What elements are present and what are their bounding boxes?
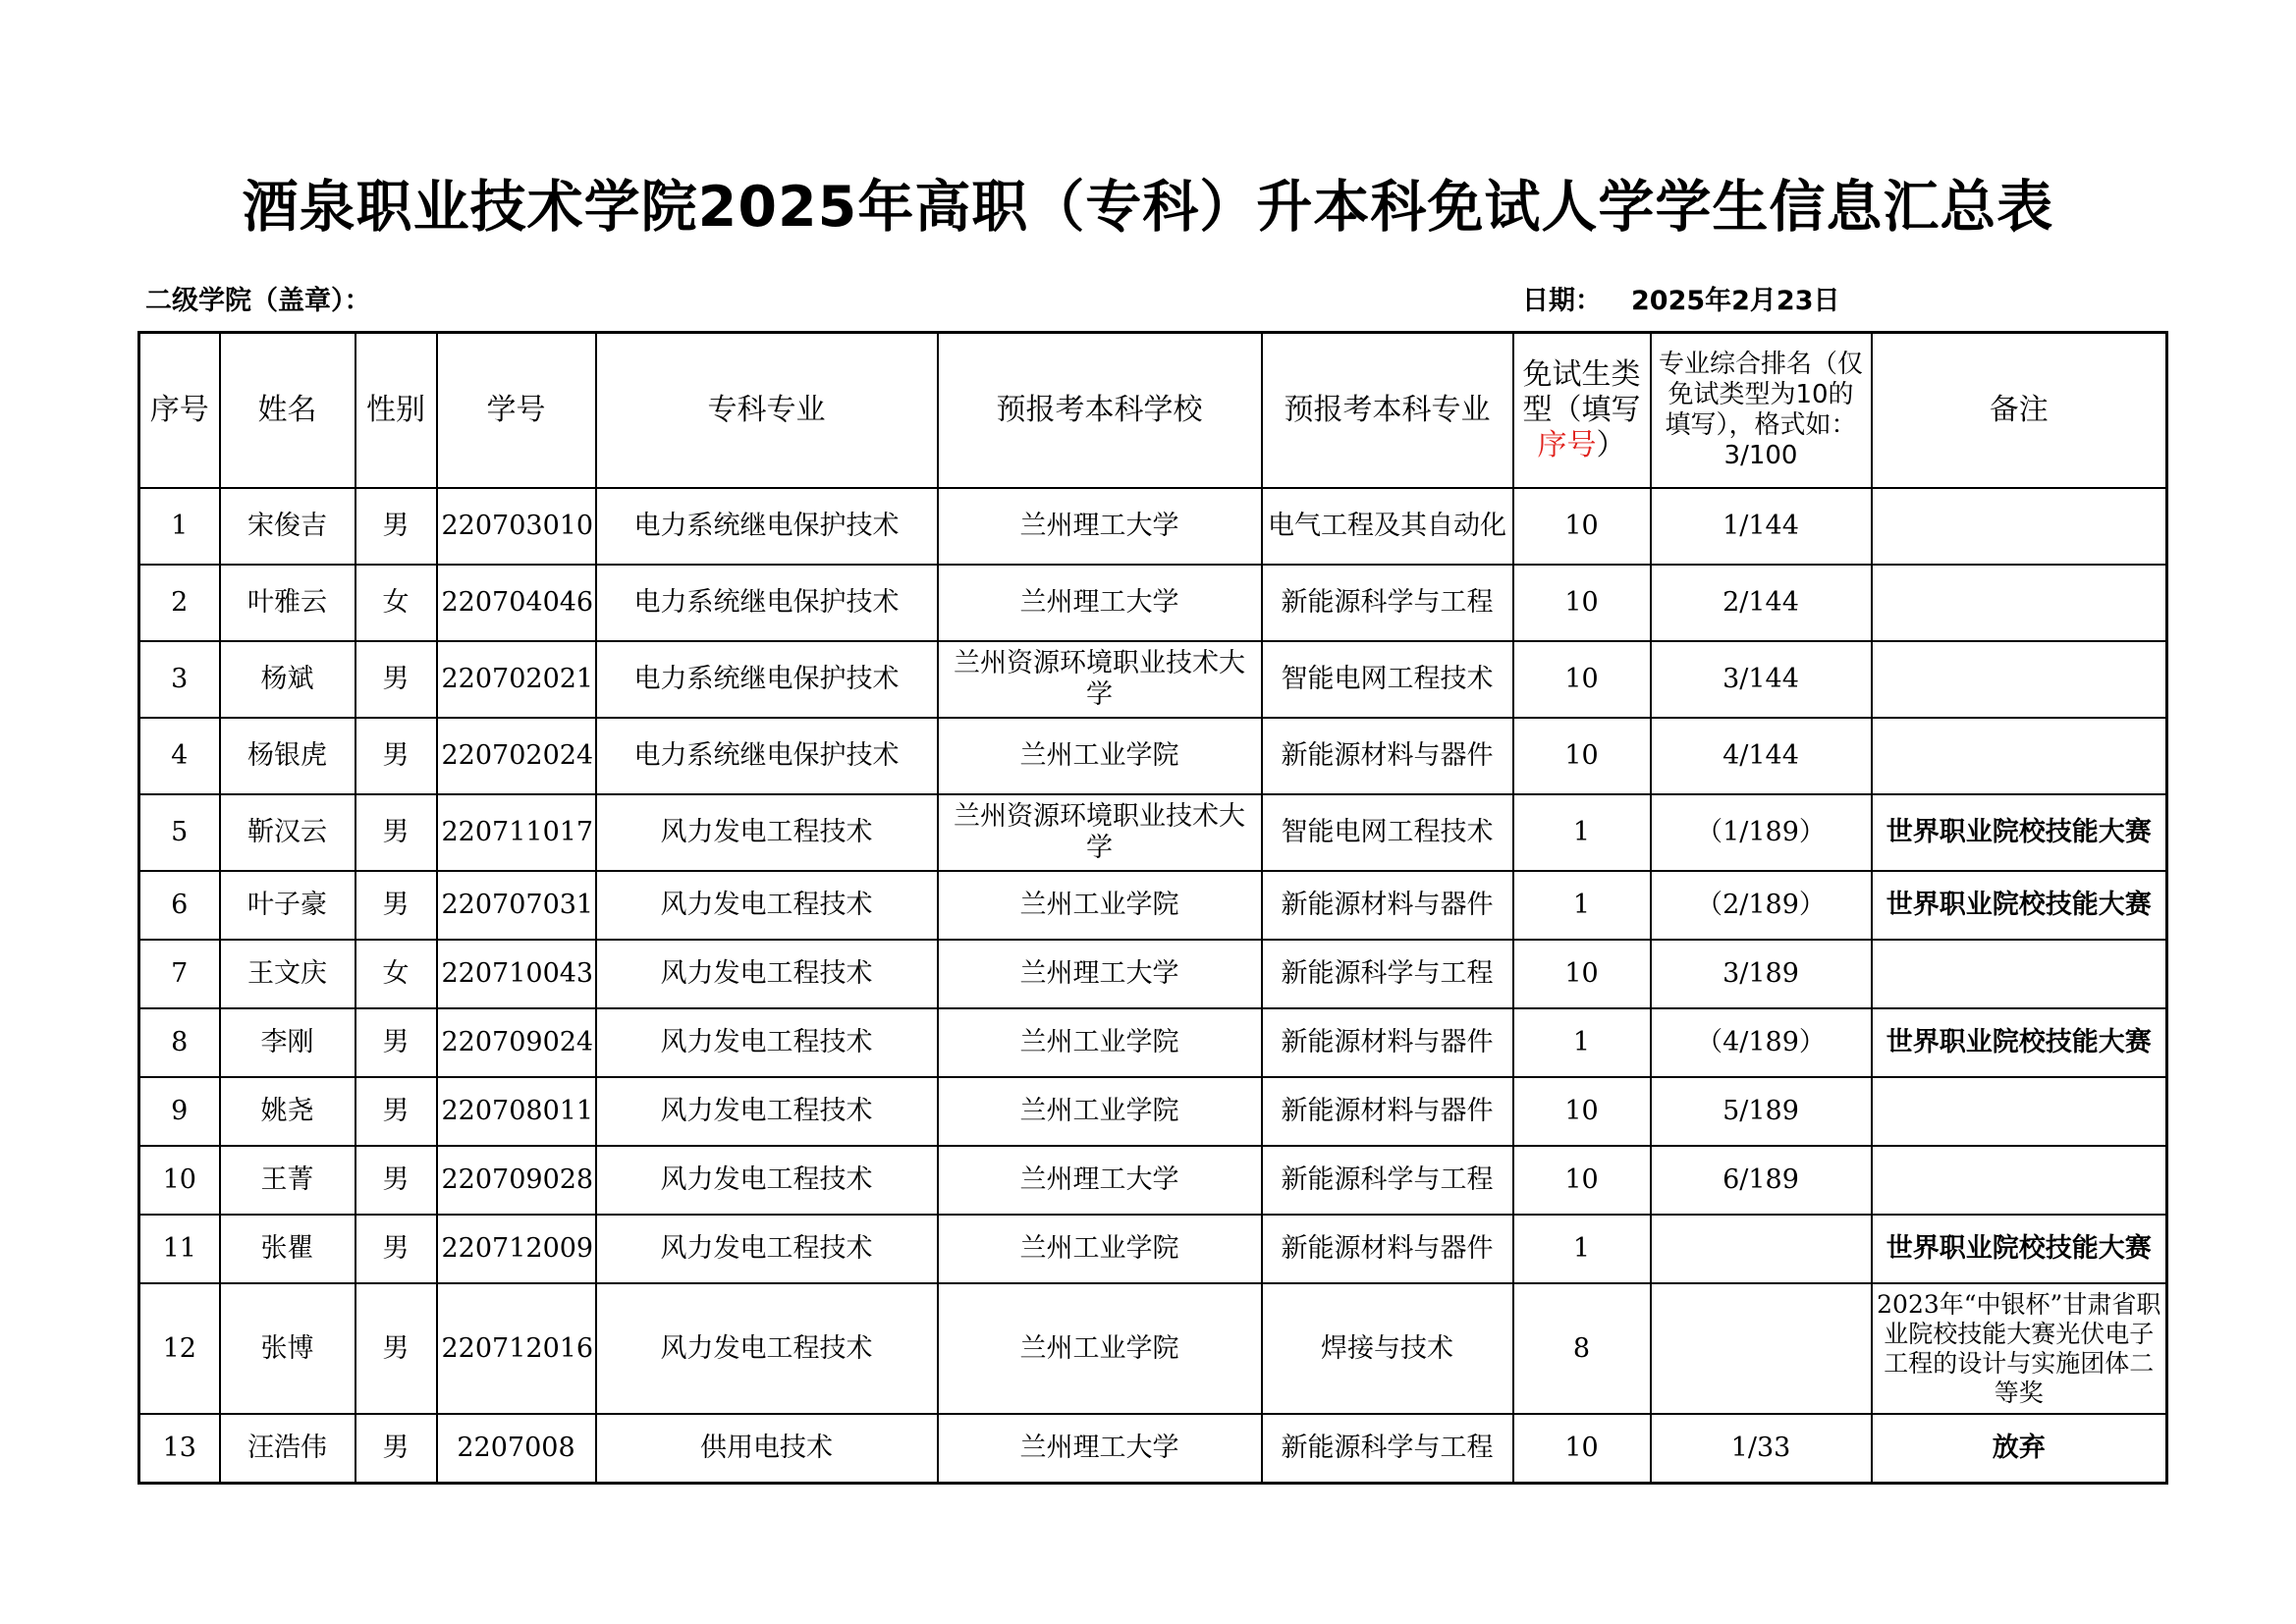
- cell-school: 兰州工业学院: [938, 718, 1262, 794]
- cell-remark: [1872, 565, 2167, 641]
- cell-student-id: 220712016: [437, 1283, 596, 1414]
- cell-remark: 2023年“中银杯”甘肃省职业院校技能大赛光伏电子工程的设计与实施团体二等奖: [1872, 1283, 2167, 1414]
- cell-gender: 男: [355, 1215, 437, 1283]
- table-row: [139, 1215, 2167, 1283]
- cell-target-major: 新能源科学与工程: [1262, 565, 1513, 641]
- header-rank: 专业综合排名（仅免试类型为10的填写），格式如：3/100: [1651, 333, 1872, 489]
- table-header-row: [139, 333, 2167, 489]
- cell-rank: 1/33: [1651, 1414, 1872, 1484]
- cell-remark: 世界职业院校技能大赛: [1872, 871, 2167, 940]
- cell-remark: [1872, 641, 2167, 718]
- cell-school: 兰州理工大学: [938, 565, 1262, 641]
- cell-rank: 1/144: [1651, 488, 1872, 565]
- table-row: [139, 794, 2167, 871]
- cell-type: 10: [1513, 1414, 1651, 1484]
- cell-major: 风力发电工程技术: [596, 1283, 938, 1414]
- cell-target-major: 新能源材料与器件: [1262, 718, 1513, 794]
- cell-remark: 世界职业院校技能大赛: [1872, 794, 2167, 871]
- cell-school: 兰州理工大学: [938, 488, 1262, 565]
- cell-student-id: 2207008: [437, 1414, 596, 1484]
- cell-school: 兰州工业学院: [938, 1215, 1262, 1283]
- cell-major: 电力系统继电保护技术: [596, 641, 938, 718]
- header-gender: 性别: [355, 333, 437, 489]
- cell-student-id: 220710043: [437, 940, 596, 1008]
- cell-school: 兰州理工大学: [938, 1414, 1262, 1484]
- cell-school: 兰州工业学院: [938, 1283, 1262, 1414]
- cell-gender: 男: [355, 871, 437, 940]
- cell-school: 兰州工业学院: [938, 1008, 1262, 1077]
- cell-student-id: 220704046: [437, 565, 596, 641]
- header-student-id: 学号: [437, 333, 596, 489]
- header-name: 姓名: [220, 333, 355, 489]
- cell-target-major: 焊接与技术: [1262, 1283, 1513, 1414]
- table-row: [139, 1414, 2167, 1484]
- cell-school: 兰州资源环境职业技术大学: [938, 794, 1262, 871]
- cell-student-id: 220712009: [437, 1215, 596, 1283]
- cell-rank: 3/189: [1651, 940, 1872, 1008]
- cell-target-major: 新能源科学与工程: [1262, 1414, 1513, 1484]
- cell-rank: [1651, 1215, 1872, 1283]
- cell-type: 10: [1513, 718, 1651, 794]
- table-row: [139, 565, 2167, 641]
- cell-school: 兰州理工大学: [938, 940, 1262, 1008]
- cell-major: 电力系统继电保护技术: [596, 488, 938, 565]
- table-row: [139, 488, 2167, 565]
- table-row: [139, 1008, 2167, 1077]
- cell-target-major: 新能源材料与器件: [1262, 871, 1513, 940]
- cell-gender: 男: [355, 794, 437, 871]
- cell-major: 风力发电工程技术: [596, 940, 938, 1008]
- cell-type: 10: [1513, 565, 1651, 641]
- header-exempt-type-close: ）: [1596, 428, 1626, 462]
- cell-student-id: 220708011: [437, 1077, 596, 1146]
- cell-seq: 4: [139, 718, 220, 794]
- cell-student-id: 220707031: [437, 871, 596, 940]
- header-target-school: 预报考本科学校: [938, 333, 1262, 489]
- cell-type: 10: [1513, 488, 1651, 565]
- cell-seq: 9: [139, 1077, 220, 1146]
- cell-target-major: 新能源材料与器件: [1262, 1008, 1513, 1077]
- table-row: [139, 718, 2167, 794]
- cell-name: 王文庆: [220, 940, 355, 1008]
- cell-name: 宋俊吉: [220, 488, 355, 565]
- cell-gender: 女: [355, 940, 437, 1008]
- table-row: [139, 1146, 2167, 1215]
- cell-gender: 男: [355, 1283, 437, 1414]
- cell-target-major: 新能源材料与器件: [1262, 1215, 1513, 1283]
- cell-rank: 6/189: [1651, 1146, 1872, 1215]
- cell-major: 电力系统继电保护技术: [596, 718, 938, 794]
- cell-name: 张瞿: [220, 1215, 355, 1283]
- cell-target-major: 新能源科学与工程: [1262, 1146, 1513, 1215]
- cell-student-id: 220702024: [437, 718, 596, 794]
- cell-name: 叶雅云: [220, 565, 355, 641]
- cell-type: 1: [1513, 1008, 1651, 1077]
- header-major: 专科专业: [596, 333, 938, 489]
- table-row: [139, 1077, 2167, 1146]
- date-line: [1522, 279, 1840, 317]
- cell-type: 10: [1513, 641, 1651, 718]
- header-seq: 序号: [139, 333, 220, 489]
- cell-gender: 男: [355, 1414, 437, 1484]
- cell-remark: [1872, 488, 2167, 565]
- header-remark: 备注: [1872, 333, 2167, 489]
- cell-gender: 男: [355, 488, 437, 565]
- cell-name: 王菁: [220, 1146, 355, 1215]
- student-info-table: [137, 331, 2168, 1485]
- cell-gender: 男: [355, 1146, 437, 1215]
- date-label: 日期：: [1522, 286, 1602, 316]
- cell-remark: 放弃: [1872, 1414, 2167, 1484]
- cell-student-id: 220703010: [437, 488, 596, 565]
- cell-target-major: 智能电网工程技术: [1262, 794, 1513, 871]
- cell-remark: [1872, 1146, 2167, 1215]
- cell-type: 10: [1513, 1077, 1651, 1146]
- cell-seq: 6: [139, 871, 220, 940]
- header-exempt-type-seq: 序号: [1537, 428, 1597, 462]
- college-seal-label: 二级学院（盖章）：: [145, 286, 371, 316]
- cell-school: 兰州工业学院: [938, 1077, 1262, 1146]
- cell-rank: 4/144: [1651, 718, 1872, 794]
- header-exempt-type: [1513, 333, 1651, 489]
- date-value: 2025年2月23日: [1631, 286, 1840, 316]
- cell-name: 张博: [220, 1283, 355, 1414]
- cell-seq: 8: [139, 1008, 220, 1077]
- cell-student-id: 220709028: [437, 1146, 596, 1215]
- cell-major: 风力发电工程技术: [596, 1008, 938, 1077]
- cell-remark: [1872, 1077, 2167, 1146]
- cell-target-major: 电气工程及其自动化: [1262, 488, 1513, 565]
- cell-name: 李刚: [220, 1008, 355, 1077]
- cell-rank: （4/189）: [1651, 1008, 1872, 1077]
- cell-school: 兰州理工大学: [938, 1146, 1262, 1215]
- table-row: [139, 940, 2167, 1008]
- cell-major: 风力发电工程技术: [596, 871, 938, 940]
- table-row: [139, 641, 2167, 718]
- cell-name: 姚尧: [220, 1077, 355, 1146]
- cell-seq: 5: [139, 794, 220, 871]
- cell-school: 兰州资源环境职业技术大学: [938, 641, 1262, 718]
- cell-target-major: 新能源材料与器件: [1262, 1077, 1513, 1146]
- table-row: [139, 1283, 2167, 1414]
- cell-seq: 13: [139, 1414, 220, 1484]
- header-target-major: 预报考本科专业: [1262, 333, 1513, 489]
- cell-type: 1: [1513, 871, 1651, 940]
- cell-rank: （2/189）: [1651, 871, 1872, 940]
- cell-major: 风力发电工程技术: [596, 1215, 938, 1283]
- cell-remark: 世界职业院校技能大赛: [1872, 1215, 2167, 1283]
- cell-seq: 3: [139, 641, 220, 718]
- cell-type: 1: [1513, 1215, 1651, 1283]
- cell-type: 8: [1513, 1283, 1651, 1414]
- cell-seq: 12: [139, 1283, 220, 1414]
- cell-gender: 男: [355, 1008, 437, 1077]
- cell-gender: 男: [355, 641, 437, 718]
- cell-gender: 男: [355, 1077, 437, 1146]
- cell-target-major: 智能电网工程技术: [1262, 641, 1513, 718]
- cell-seq: 11: [139, 1215, 220, 1283]
- cell-name: 杨银虎: [220, 718, 355, 794]
- cell-rank: 3/144: [1651, 641, 1872, 718]
- cell-type: 10: [1513, 1146, 1651, 1215]
- cell-major: 供用电技术: [596, 1414, 938, 1484]
- cell-gender: 男: [355, 718, 437, 794]
- cell-remark: [1872, 940, 2167, 1008]
- cell-name: 叶子豪: [220, 871, 355, 940]
- cell-seq: 10: [139, 1146, 220, 1215]
- cell-seq: 2: [139, 565, 220, 641]
- cell-rank: 2/144: [1651, 565, 1872, 641]
- cell-major: 风力发电工程技术: [596, 1077, 938, 1146]
- cell-type: 10: [1513, 940, 1651, 1008]
- header-exempt-type-text: 免试生类型（填写: [1522, 357, 1641, 427]
- cell-remark: 世界职业院校技能大赛: [1872, 1008, 2167, 1077]
- cell-rank: 5/189: [1651, 1077, 1872, 1146]
- page-title: 酒泉职业技术学院2025年高职（专科）升本科免试人学学生信息汇总表: [242, 175, 2054, 240]
- cell-student-id: 220702021: [437, 641, 596, 718]
- cell-name: 杨斌: [220, 641, 355, 718]
- cell-major: 风力发电工程技术: [596, 1146, 938, 1215]
- cell-gender: 女: [355, 565, 437, 641]
- cell-remark: [1872, 718, 2167, 794]
- cell-student-id: 220711017: [437, 794, 596, 871]
- table-row: [139, 871, 2167, 940]
- cell-name: 靳汉云: [220, 794, 355, 871]
- cell-rank: [1651, 1283, 1872, 1414]
- cell-rank: （1/189）: [1651, 794, 1872, 871]
- cell-seq: 1: [139, 488, 220, 565]
- cell-student-id: 220709024: [437, 1008, 596, 1077]
- cell-seq: 7: [139, 940, 220, 1008]
- cell-target-major: 新能源科学与工程: [1262, 940, 1513, 1008]
- cell-school: 兰州工业学院: [938, 871, 1262, 940]
- cell-major: 风力发电工程技术: [596, 794, 938, 871]
- cell-name: 汪浩伟: [220, 1414, 355, 1484]
- cell-major: 电力系统继电保护技术: [596, 565, 938, 641]
- cell-type: 1: [1513, 794, 1651, 871]
